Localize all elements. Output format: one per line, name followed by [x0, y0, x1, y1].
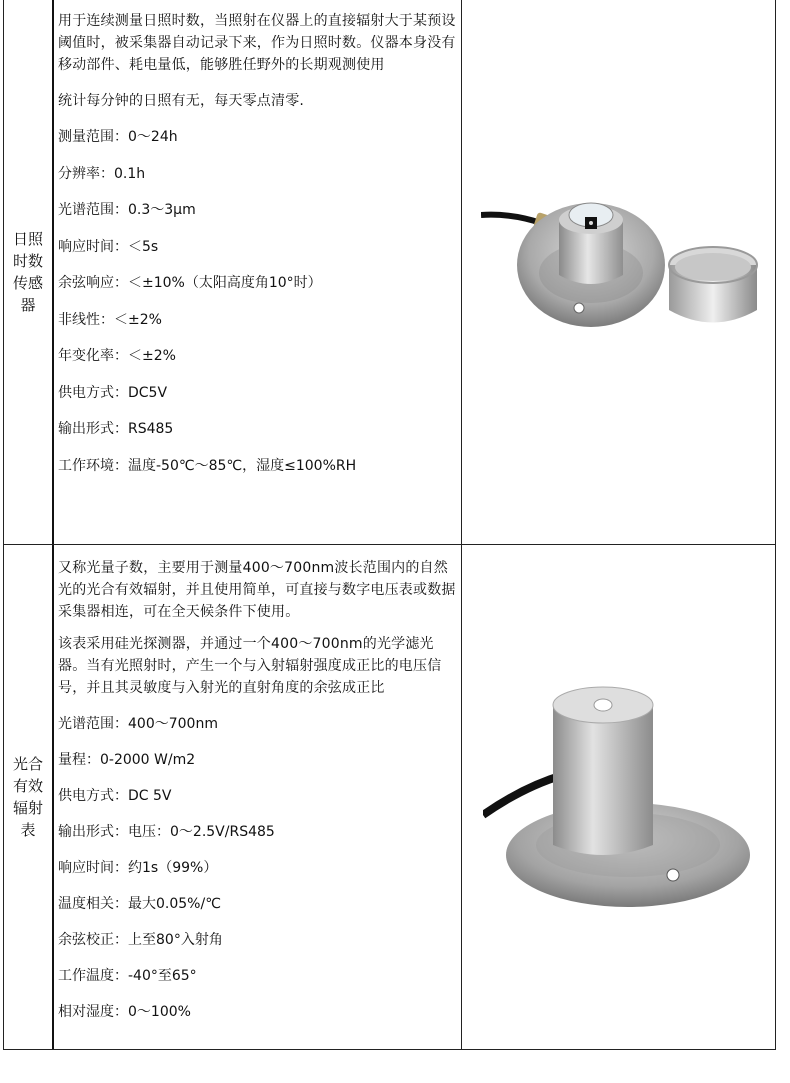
description-paragraph: 统计每分钟的日照有无，每天零点清零. — [58, 93, 305, 109]
spec-line: 光谱范围：400～700nm — [58, 716, 218, 732]
sensor-name: 光合有效辐射表 — [12, 755, 43, 839]
table-row-sunshine — [3, 0, 776, 545]
description-paragraph: 又称光量子数，主要用于测量400～700nm波长范围内的自然光的光合有效辐射，并且使用简单，可直接与数字电压表或数据采集器相连，可在全天候条件下使用。 — [58, 560, 456, 620]
spec-line: 年变化率：＜±2% — [58, 348, 176, 364]
spec-line: 工作温度：-40°至65° — [58, 968, 197, 984]
spec-line: 余弦校正：上至80°入射角 — [58, 932, 223, 948]
par-sensor-photo — [483, 675, 773, 915]
spec-line: 量程：0-2000 W/m2 — [58, 752, 196, 768]
description-paragraph: 用于连续测量日照时数，当照射在仪器上的直接辐射大于某预设阈值时，被采集器自动记录下来，作为日照时数。仪器本身没有移动部件、耗电量低，能够胜任野外的长期观测使用 — [58, 13, 456, 73]
spec-line: 工作环境：温度-50℃～85℃，湿度≤100%RH — [58, 457, 357, 474]
spec-line: 输出形式：电压：0～2.5V/RS485 — [58, 824, 275, 840]
label-cell — [4, 0, 54, 544]
spec-line: 非线性：＜±2% — [58, 311, 162, 328]
spec-line: 输出形式：RS485 — [58, 421, 174, 437]
spec-line: 温度相关：最大0.05%/℃ — [58, 896, 221, 912]
spec-line: 响应时间：＜5s — [58, 238, 159, 255]
spec-line: 供电方式：DC5V — [58, 384, 168, 401]
spec-line: 光谱范围：0.3～3μm — [58, 202, 196, 218]
spec-line: 分辨率：0.1h — [58, 165, 146, 182]
label-cell — [4, 545, 54, 1049]
spec-line: 测量范围：0～24h — [58, 129, 178, 145]
image-cell — [463, 545, 775, 1049]
spec-line: 相对湿度：0～100% — [58, 1004, 191, 1020]
spec-line: 响应时间：约1s（99%） — [58, 860, 218, 876]
table-row-par — [3, 545, 776, 1050]
sensor-name: 日照时数传感器 — [12, 230, 43, 314]
image-cell — [463, 0, 775, 544]
description-cell — [54, 545, 462, 1049]
description-paragraph: 该表采用硅光探测器，并通过一个400～700nm的光学滤光器。当有光照射时，产生一个与入射辐射强度成正比的电压信号，并且其灵敏度与入射光的直射角度的余弦成正比 — [58, 636, 442, 696]
sunshine-duration-sensor-photo — [481, 175, 781, 355]
spec-line: 余弦响应：＜±10%（太阳高度角10°时） — [58, 275, 322, 291]
spec-line: 供电方式：DC 5V — [58, 788, 172, 804]
description-cell — [54, 0, 462, 544]
